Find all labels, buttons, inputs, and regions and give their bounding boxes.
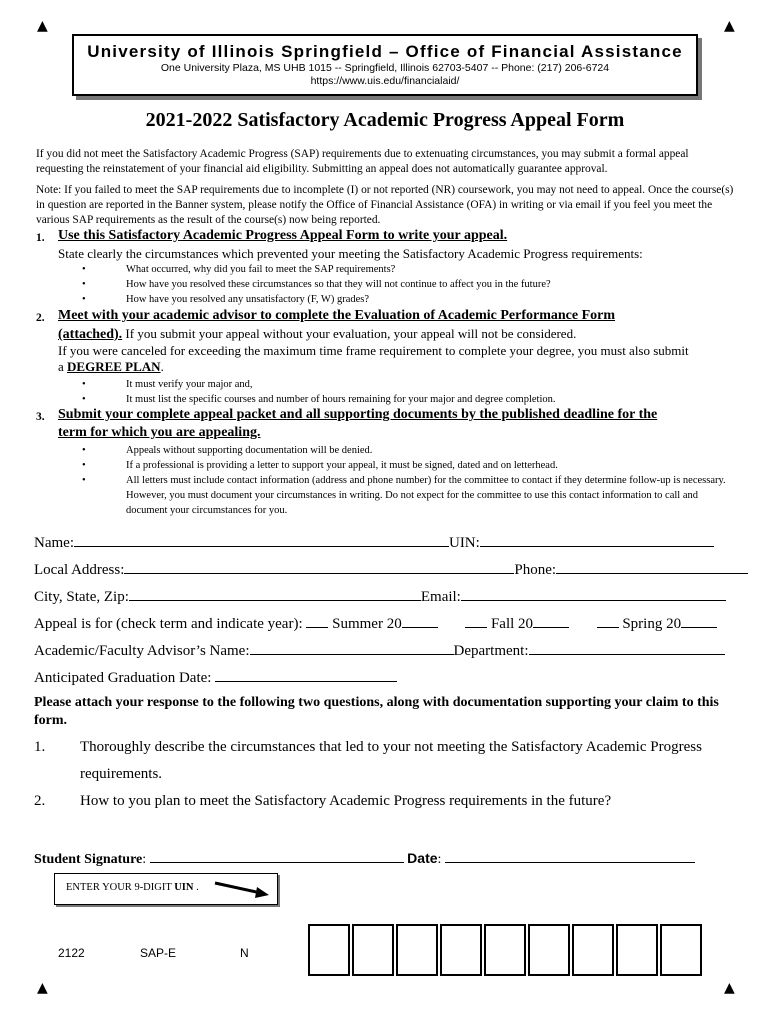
degree-plan-link[interactable]: DEGREE PLAN <box>67 359 161 374</box>
corner-mark-top-right: ▲ <box>724 18 735 34</box>
question-2-text: How to you plan to meet the Satisfactory Academic Progress requirements in the future? <box>80 793 612 809</box>
department-label: Department: <box>453 643 529 659</box>
step-2-canceled-text: If you were canceled for exceeding the maximum time frame requirement to complete your degree, you must also submit <box>58 343 689 358</box>
step-1-bullets <box>0 262 770 307</box>
corner-mark-top-left: ▲ <box>37 18 48 34</box>
step-3-title-continued: term for which you are appealing. <box>58 425 261 440</box>
uin-digit-cell[interactable] <box>572 924 614 976</box>
fall-label: Fall 20 <box>490 616 534 632</box>
department-field[interactable] <box>529 641 725 655</box>
email-field[interactable] <box>461 587 726 601</box>
uin-entry-label: ENTER YOUR 9-DIGIT UIN . <box>66 882 199 893</box>
flag-code: N <box>240 946 249 960</box>
summer-year-field[interactable] <box>402 614 438 628</box>
office-address: One University Plaza, MS UHB 1015 -- Springfield, Illinois 62703-5407 -- Phone: (217) 206-6724 <box>160 62 610 74</box>
graduation-label: Anticipated Graduation Date: <box>34 670 212 686</box>
signature-field[interactable] <box>150 849 404 863</box>
uin-entry-box <box>54 873 278 905</box>
uin-digit-cell[interactable] <box>616 924 658 976</box>
step-1-number: 1. <box>36 232 45 244</box>
local-address-field[interactable] <box>124 560 514 574</box>
question-2-number: 2. <box>34 793 46 809</box>
corner-mark-bottom-right: ▲ <box>724 980 735 996</box>
step-2-title-attached: (attached). <box>58 327 123 342</box>
form-code: SAP-E <box>140 946 177 960</box>
advisor-field[interactable] <box>250 641 454 655</box>
question-1-number: 1. <box>34 739 46 755</box>
summer-check[interactable] <box>306 614 328 628</box>
uin-field[interactable] <box>480 533 714 547</box>
list-item: • It must list the specific courses and number of hours remaining for your major and degree completion. <box>82 394 556 405</box>
name-field[interactable] <box>74 533 449 547</box>
step-1-text: State clearly the circumstances which prevented your meeting the Satisfactory Academic Progress requirements: <box>58 246 643 261</box>
list-item: • If a professional is providing a letter to support your appeal, it must be signed, dated and on letterhead. <box>82 460 558 471</box>
office-url[interactable]: https://www.uis.edu/financialaid/ <box>310 75 460 87</box>
signature-row: Student Signature: Date: <box>34 849 695 868</box>
list-item: • How have you resolved these circumstances so that they will not continue to affect you in the future? <box>82 279 551 290</box>
uin-digit-cell[interactable] <box>440 924 482 976</box>
step-2-number: 2. <box>36 312 45 324</box>
step-2-degree-plan-line: a DEGREE PLAN. <box>58 359 164 374</box>
step-3-number: 3. <box>36 411 45 423</box>
spring-year-field[interactable] <box>681 614 717 628</box>
list-item: • It must verify your major and, <box>82 379 253 390</box>
uin-digit-cell[interactable] <box>308 924 350 976</box>
list-item: • What occurred, why did you fail to meet the SAP requirements? <box>82 264 396 275</box>
advisor-row <box>34 641 725 660</box>
fall-check[interactable] <box>465 614 487 628</box>
step-3-bullets <box>0 443 770 518</box>
phone-field[interactable] <box>556 560 748 574</box>
date-label: Date <box>407 850 438 866</box>
address-phone-row <box>34 560 748 579</box>
name-label: Name: <box>34 535 74 551</box>
date-field[interactable] <box>445 849 695 863</box>
spring-check[interactable] <box>597 614 619 628</box>
step-2-line-2 <box>58 325 576 343</box>
office-header <box>72 34 698 96</box>
step-2-title: Meet with your academic advisor to complete the Evaluation of Academic Performance Form <box>58 308 616 323</box>
summer-label: Summer 20 <box>332 616 402 632</box>
question-1-text: Thoroughly describe the circumstances that led to your not meeting the Satisfactory Academic Progress <box>80 739 702 755</box>
advisor-label: Academic/Faculty Advisor’s Name: <box>34 643 250 659</box>
appeal-term-row <box>34 614 717 633</box>
corner-mark-bottom-left: ▲ <box>37 980 48 996</box>
question-1-text-continued: requirements. <box>80 766 163 782</box>
appeal-for-label: Appeal is for (check term and indicate year): <box>34 616 303 632</box>
signature-label: Student Signature <box>34 852 143 867</box>
city-email-row <box>34 587 726 606</box>
questions-heading: Please attach your response to the following two questions, along with documentation supporting your claim to this form. <box>34 695 719 728</box>
local-address-label: Local Address: <box>34 562 125 578</box>
name-uin-row <box>34 533 714 552</box>
uin-digit-cell[interactable] <box>660 924 702 976</box>
graduation-row <box>34 668 397 687</box>
form-title: 2021-2022 Satisfactory Academic Progress Appeal Form <box>145 109 625 131</box>
city-field[interactable] <box>129 587 421 601</box>
step-3-title: Submit your complete appeal packet and all supporting documents by the published deadline for the <box>58 407 658 422</box>
office-title: University of Illinois Springfield – Office of Financial Assistance <box>87 42 683 61</box>
list-item: • How have you resolved any unsatisfactory (F, W) grades? <box>82 294 370 305</box>
year-code: 2122 <box>58 946 85 960</box>
arrow-right-icon <box>213 879 271 899</box>
uin-digit-cell[interactable] <box>528 924 570 976</box>
email-label: Email: <box>420 589 461 605</box>
uin-digit-cell[interactable] <box>352 924 394 976</box>
phone-label: Phone: <box>514 562 557 578</box>
spring-label: Spring 20 <box>622 616 682 632</box>
uin-digit-cell[interactable] <box>484 924 526 976</box>
uin-digit-cell[interactable] <box>396 924 438 976</box>
intro-paragraph: If you did not meet the Satisfactory Academic Progress (SAP) requirements due to extenuating circumstances, you may submit a formal appeal requesting the reinstatement of your financial aid eligibility. Submitting an appeal does not automatically guarantee approval. <box>36 148 689 175</box>
step-2-text: If you submit your appeal without your evaluation, your appeal will not be considered. <box>122 326 577 341</box>
step-1-title: Use this Satisfactory Academic Progress Appeal Form to write your appeal. <box>58 228 508 243</box>
city-label: City, State, Zip: <box>34 589 129 605</box>
intro <box>36 147 736 228</box>
graduation-date-field[interactable] <box>215 668 397 682</box>
note-paragraph: Note: If you failed to meet the SAP requirements due to incomplete (I) or not reported (NR) coursework, you may not need to appeal. Once the course(s) in question are reported in the Banner system, please notify the Office of Financial Assistance (OFA) in writing or via email if you feel you meet the various SAP requirements as the result of the course(s) now being reported. <box>36 184 734 226</box>
fall-year-field[interactable] <box>533 614 569 628</box>
list-item: • All letters must include contact information (address and phone number) for the committee to contact if they determine follow-up is necessary. However, you must document your circumstances in writing. Do not expect for the committee to use this contact information to call and document your circumstances for you. <box>82 475 726 516</box>
list-item: • Appeals without supporting documentation will be denied. <box>82 445 373 456</box>
step-2-bullets <box>0 377 770 407</box>
uin-label: UIN: <box>448 535 480 551</box>
